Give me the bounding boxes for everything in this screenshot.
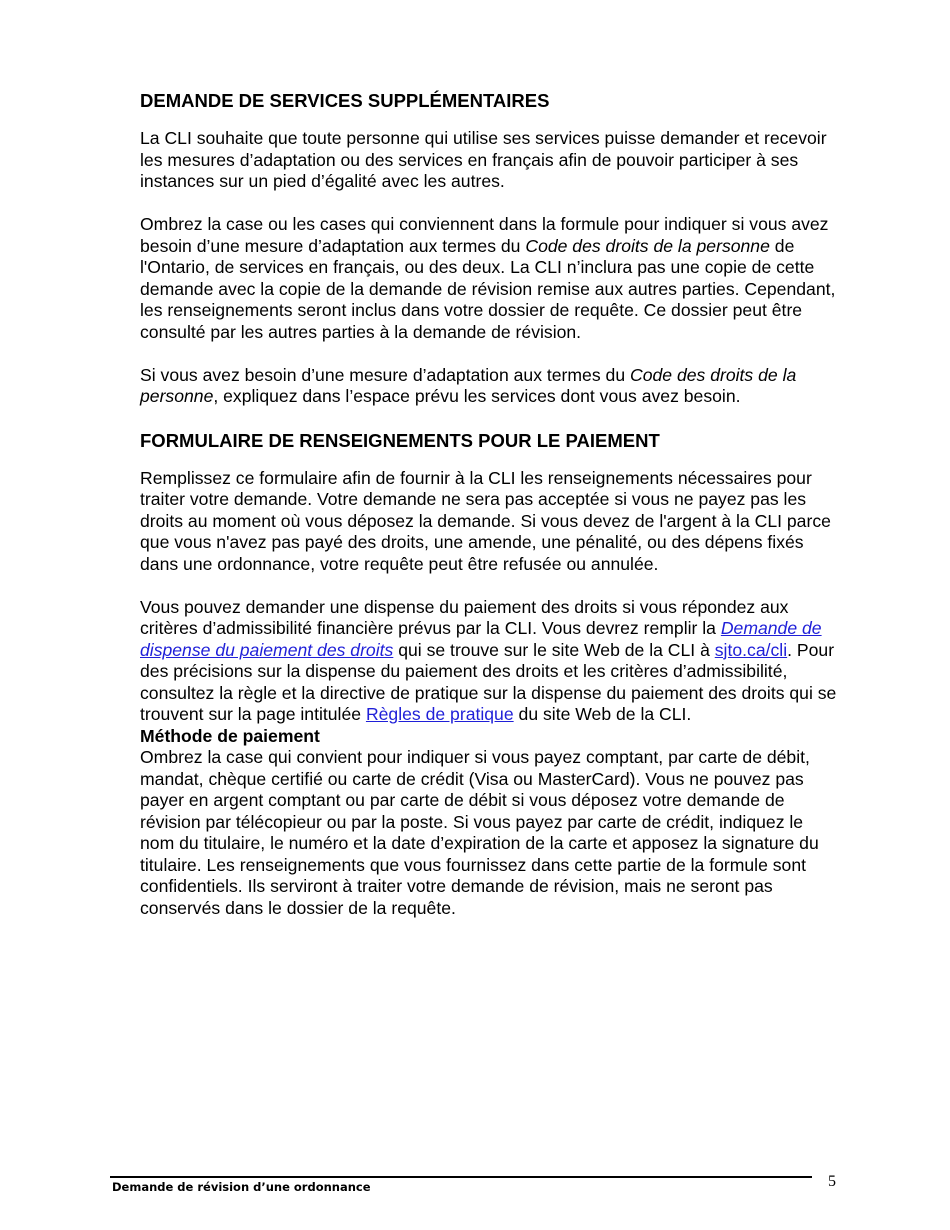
practice-rules-link[interactable]: Règles de pratique: [365, 704, 514, 724]
text-run: du site Web de la CLI.: [513, 704, 692, 724]
text-run: Vous pouvez demander une dispense du paiement des droits si vous répondez aux critères d’admissibilité financière prévus par la CLI. Vous devrez remplir la: [140, 596, 789, 638]
sjto-website-link[interactable]: sjto.ca/cli: [714, 639, 788, 660]
text-run: , expliquez dans l’espace prévu les services dont vous avez besoin.: [213, 386, 741, 406]
text-run: . Pour des précisions sur la dispense du paiement des droits et les critères d’admissibilité, consultez la règle et la directive de pratique sur la dispense du paiement des droits qui se trouvent sur la page intitulée: [140, 639, 837, 724]
section-heading-payment: FORMULAIRE DE RENSEIGNEMENTS POUR LE PAIEMENT: [140, 429, 660, 451]
text-run: Si vous avez besoin d’une mesure d’adaptation aux termes du: [140, 364, 630, 385]
footer-divider: [110, 1176, 812, 1178]
code-title-italic: Code des droits de la personne: [525, 235, 770, 256]
code-title-italic: Code des droits de la personne: [140, 364, 797, 406]
page-number: 5: [828, 1173, 836, 1190]
page-content: [140, 88, 840, 919]
paragraph-payment-intro: Remplissez ce formulaire afin de fournir à la CLI les renseignements nécessaires pour traiter votre demande. Votre demande ne sera pas acceptée si vous ne payez pas les droits au moment où vous déposez la demande. Si vous devez de l'argent à la CLI parce que vous n'avez pas payé des droits, une amende, une pénalité, ou des dépens fixés dans une ordonnance, votre requête peut être refusée ou annulée.: [140, 467, 831, 574]
footer-document-title: Demande de révision d’une ordonnance: [112, 1180, 371, 1194]
paragraph-payment-method: Ombrez la case qui convient pour indiquer si vous payez comptant, par carte de débit, mandat, chèque certifié ou carte de crédit (Visa ou MasterCard). Vous ne pouvez pas payer en argent comptant ou par carte de débit si vous déposez votre demande de révision par télécopieur ou par la poste. Si vous payez par carte de crédit, indiquez le nom du titulaire, le numéro et la date d’expiration de la carte et apposez la signature du titulaire. Les renseignements que vous fournissez dans cette partie de la formule sont confidentiels. Ils serviront à traiter votre demande de révision, mais ne seront pas conservés dans le dossier de la requête.: [140, 747, 819, 918]
paragraph-fee-waiver: [140, 597, 840, 726]
section-heading-services: DEMANDE DE SERVICES SUPPLÉMENTAIRES: [140, 90, 550, 111]
text-run: qui se trouve sur le site Web de la CLI à: [393, 639, 715, 660]
text-run: de l'Ontario, de services en français, ou des deux. La CLI n’inclura pas une copie de cette demande avec la copie de la demande de révision remise aux autres parties. Cependant, les renseignements seront inclus dans votre dossier de requête. Ce dossier peut être consulté par les autres parties à la demande de révision.: [140, 235, 836, 342]
payment-method-subheading: Méthode de paiement: [140, 725, 320, 746]
paragraph-services-instructions: [140, 214, 840, 343]
text-run: Ombrez la case ou les cases qui conviennent dans la formule pour indiquer si vous avez besoin d’une mesure d’adaptation aux termes du: [140, 214, 829, 256]
fee-waiver-link-text: Demande de dispense du paiement des droits: [140, 618, 822, 660]
paragraph-services-intro: La CLI souhaite que toute personne qui utilise ses services puisse demander et recevoir les mesures d’adaptation ou des services en français afin de pouvoir participer à ses instances sur un pied d’égalité avec les autres.: [140, 128, 827, 191]
paragraph-services-explain: [140, 365, 840, 408]
